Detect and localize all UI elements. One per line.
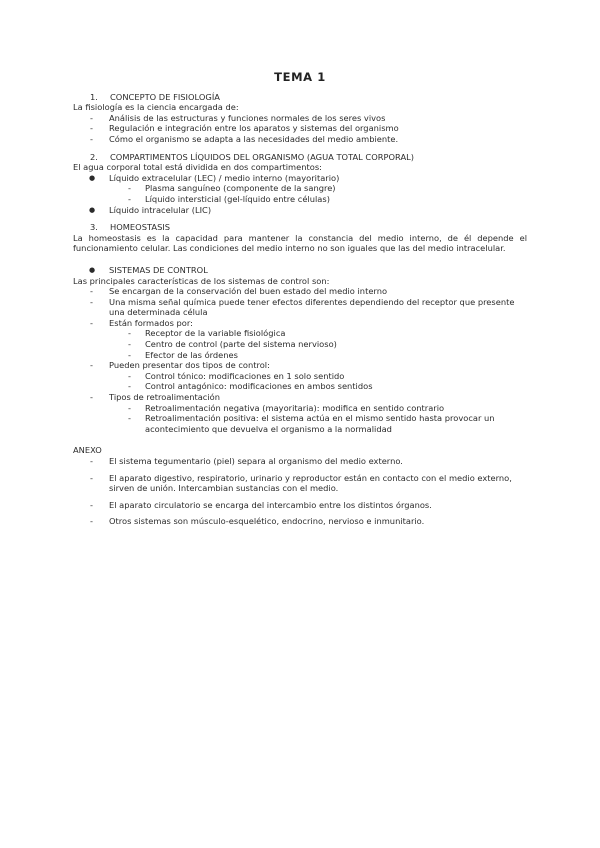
section-heading-compartimentos xyxy=(73,152,527,163)
dash-marker: - xyxy=(128,349,131,360)
dash-marker: - xyxy=(90,499,93,510)
list-item: - Tipos de retroalimentación xyxy=(90,392,220,403)
dash-marker: - xyxy=(90,286,93,297)
dash-marker: - xyxy=(128,381,131,392)
section-heading-homeostasis xyxy=(73,222,527,233)
bullet-marker: ● xyxy=(89,173,96,182)
dash-marker: - xyxy=(90,123,93,134)
section-title: HOMEOSTASIS xyxy=(110,222,171,233)
dash-marker: - xyxy=(90,296,93,307)
section-heading-control xyxy=(73,265,527,276)
dash-marker: - xyxy=(128,339,131,350)
paragraph: La homeostasis es la capacidad para mantener la constancia del medio interno, de él depende el funcionamiento celular. Las condiciones del medio interno no son iguales que las del medio intracelular. xyxy=(73,232,527,254)
sub-list-item: - Retroalimentación positiva: el sistema actúa en el mismo sentido hasta provocar un acontecimiento que devuelva el organismo a la normalidad xyxy=(128,413,495,434)
dash-marker: - xyxy=(128,370,131,381)
dash-marker: - xyxy=(128,193,131,204)
list-item: - Pueden presentar dos tipos de control: xyxy=(90,360,270,371)
sub-list-item: - Centro de control (parte del sistema nervioso) xyxy=(128,339,337,350)
list-item: - Cómo el organismo se adapta a las necesidades del medio ambiente. xyxy=(90,133,399,144)
section-title: COMPARTIMENTOS LÍQUIDOS DEL ORGANISMO (AGUA TOTAL CORPORAL) xyxy=(110,151,415,162)
dash-marker: - xyxy=(90,360,93,371)
list-item: - Regulación e integración entre los aparatos y sistemas del organismo xyxy=(90,123,399,134)
section-title: SISTEMAS DE CONTROL xyxy=(109,264,208,275)
sub-list-item: - Efector de las órdenes xyxy=(128,349,238,360)
section-number: 1. xyxy=(90,91,98,102)
dash-marker: - xyxy=(128,413,131,424)
list-item: - Están formados por: xyxy=(90,317,193,328)
paragraph: El agua corporal total está dividida en dos compartimentos: xyxy=(73,162,322,173)
section-heading-concepto xyxy=(73,92,527,103)
sub-list-item: - Receptor de la variable fisiológica xyxy=(128,328,286,339)
paragraph: La fisiología es la ciencia encargada de: xyxy=(73,102,239,113)
dash-marker: - xyxy=(90,112,93,123)
sub-list-item: - Plasma sanguíneo (componente de la sangre) xyxy=(128,183,336,194)
document-content xyxy=(73,72,527,527)
sub-list-item: - Retroalimentación negativa (mayoritaria): modifica en sentido contrario xyxy=(128,402,445,413)
dash-marker: - xyxy=(90,392,93,403)
list-item: - El sistema tegumentario (piel) separa al organismo del medio externo. xyxy=(90,456,403,466)
section-heading-anexo: ANEXO xyxy=(73,445,102,456)
dash-marker: - xyxy=(90,456,93,466)
dash-marker: - xyxy=(128,328,131,339)
paragraph: Las principales características de los sistemas de control son: xyxy=(73,275,330,286)
section-number: 2. xyxy=(90,151,98,162)
list-item: - El aparato circulatorio se encarga del intercambio entre los distintos órganos. xyxy=(90,499,432,510)
bullet-marker: ● xyxy=(89,265,96,274)
sub-list-item: - Control tónico: modificaciones en 1 solo sentido xyxy=(128,370,345,381)
list-item: - El aparato digestivo, respiratorio, urinario y reproductor están en contacto con el medio externo, sirven de unión. Intercambian sustancias con el medio. xyxy=(90,472,512,494)
dash-marker: - xyxy=(128,402,131,413)
list-item: ● Líquido intracelular (LIC) xyxy=(89,204,212,215)
list-item: - Análisis de las estructuras y funciones normales de los seres vivos xyxy=(90,112,386,123)
list-item: - Otros sistemas son músculo-esquelético, endocrino, nervioso e inmunitario. xyxy=(90,516,425,527)
sub-list-item: - Control antagónico: modificaciones en ambos sentidos xyxy=(128,381,373,392)
list-item: - Una misma señal química puede tener efectos diferentes dependiendo del receptor que presente una determinada célula xyxy=(90,296,515,318)
list-item: ● Líquido extracelular (LEC) / medio interno (mayoritario) xyxy=(89,172,340,183)
sub-list-item: - Líquido intersticial (gel-líquido entre células) xyxy=(128,193,330,204)
bullet-marker: ● xyxy=(89,205,96,214)
dash-marker: - xyxy=(90,472,93,483)
dash-marker: - xyxy=(128,183,131,194)
dash-marker: - xyxy=(90,516,93,527)
dash-marker: - xyxy=(90,317,93,328)
section-title: CONCEPTO DE FISIOLOGÍA xyxy=(110,91,220,102)
dash-marker: - xyxy=(90,133,93,144)
list-item: - Se encargan de la conservación del buen estado del medio interno xyxy=(90,286,388,297)
page-title: TEMA 1 xyxy=(274,70,326,84)
section-number: 3. xyxy=(90,222,98,233)
